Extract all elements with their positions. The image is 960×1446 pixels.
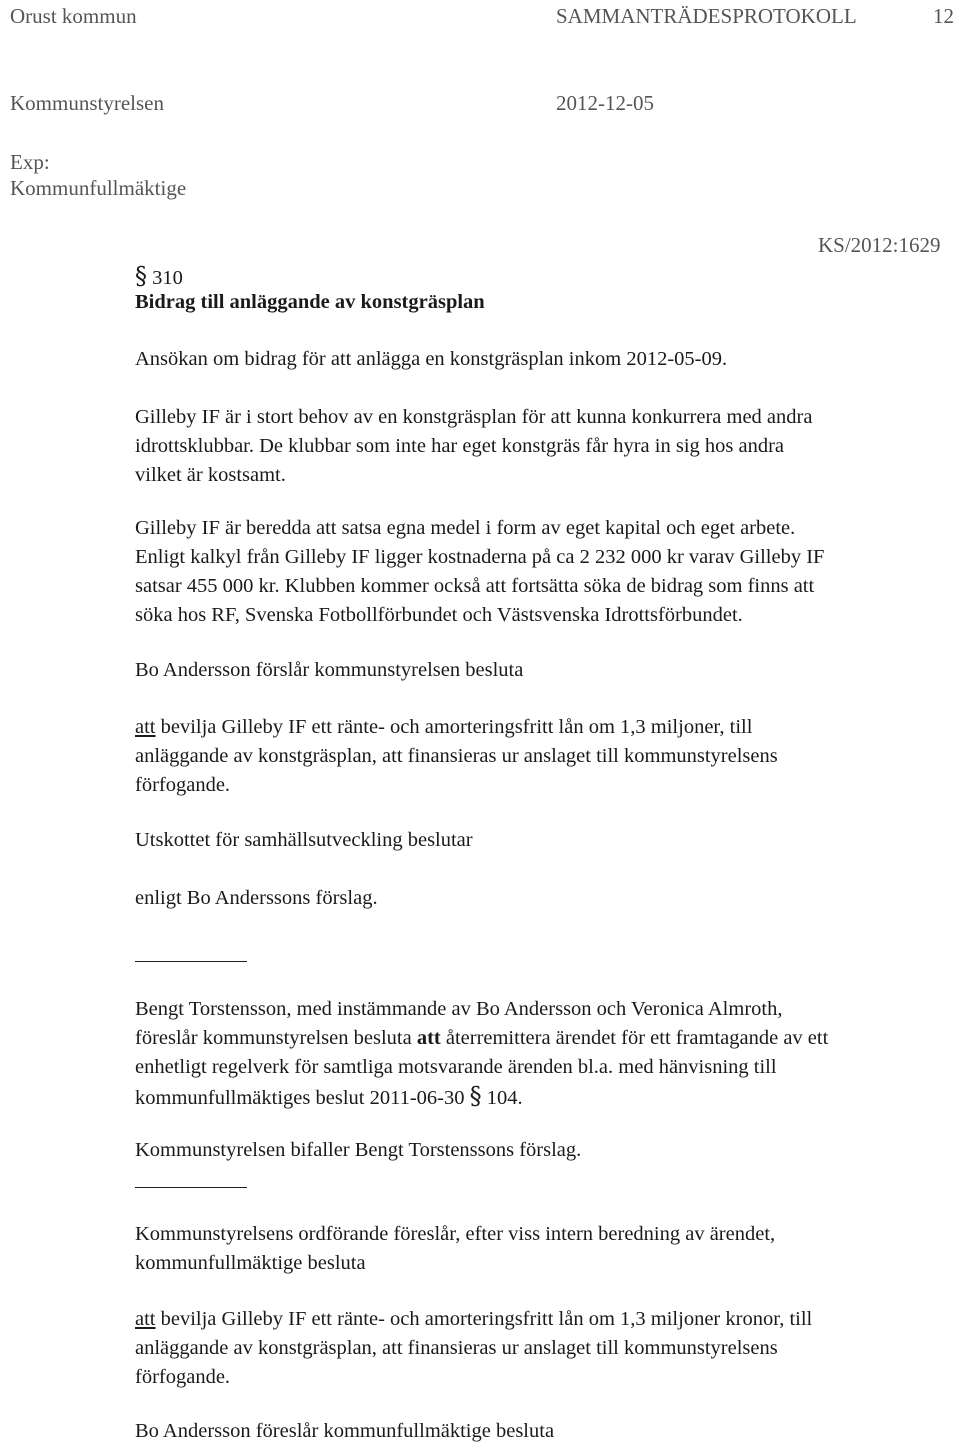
proposal-intro-bo-2: Bo Andersson föreslår kommunfullmäktige besluta: [135, 1420, 555, 1442]
text-line: idrottsklubbar. De klubbar som inte har eget konstgräs får hyra in sig hos andra: [135, 435, 785, 457]
section-symbol-icon: §: [135, 262, 147, 290]
meeting-date: 2012-12-05: [556, 91, 654, 115]
text-line: vilket är kostsamt.: [135, 464, 286, 486]
text-line: bevilja Gilleby IF ett ränte- och amorteringsfritt lån om 1,3 miljoner, till: [155, 716, 753, 738]
text-line: satsar 455 000 kr. Klubben kommer också att fortsätta söka de bidrag som finns att: [135, 575, 815, 597]
municipality-name: Orust kommun: [10, 4, 137, 28]
exp-recipient: Kommunfullmäktige: [10, 176, 187, 200]
text-line: förfogande.: [135, 774, 231, 796]
att-keyword: att: [135, 1308, 156, 1330]
board-decision: Kommunstyrelsen bifaller Bengt Torstenssons förslag.: [135, 1139, 582, 1161]
case-number: KS/2012:1629: [818, 233, 941, 257]
proposal-intro-bo: Bo Andersson förslår kommunstyrelsen besluta: [135, 659, 524, 681]
proposal-decision-1: [135, 713, 778, 800]
text-fragment: 104.: [481, 1087, 523, 1109]
text-line: Gilleby IF är i stort behov av en konstgräsplan för att kunna konkurrera med andra: [135, 406, 813, 428]
text-line: enhetligt regelverk för samtliga motsvarande ärenden bl.a. med hänvisning till: [135, 1056, 777, 1078]
paragraph-need: [135, 403, 812, 490]
divider-line: [135, 1187, 247, 1188]
section-symbol-icon: §: [469, 1082, 482, 1110]
text-fragment: föreslår kommunstyrelsen besluta: [135, 1027, 417, 1049]
page-number: 12: [933, 4, 954, 28]
text-line: anläggande av konstgräsplan, att finansieras ur anslaget till kommunstyrelsens: [135, 1337, 778, 1359]
divider-line: [135, 961, 247, 962]
chair-proposal: [135, 1220, 775, 1278]
paragraph-application: Ansökan om bidrag för att anlägga en konstgräsplan inkom 2012-05-09.: [135, 348, 728, 370]
section-title: Bidrag till anläggande av konstgräsplan: [135, 291, 485, 313]
text-line: bevilja Gilleby IF ett ränte- och amorteringsfritt lån om 1,3 miljoner kronor, till: [155, 1308, 813, 1330]
text-line: Enligt kalkyl från Gilleby IF ligger kostnaderna på ca 2 232 000 kr varav Gilleby IF: [135, 546, 825, 568]
att-keyword: att: [416, 1027, 441, 1049]
text-fragment: återremittera ärendet för ett framtagande av ett: [440, 1027, 829, 1049]
text-line: Gilleby IF är beredda att satsa egna medel i form av eget kapital och eget arbete.: [135, 517, 796, 539]
committee-name: Kommunstyrelsen: [10, 91, 164, 115]
proposal-decision-2: [135, 1305, 812, 1392]
text-line: kommunfullmäktige besluta: [135, 1252, 366, 1274]
committee-decision: Utskottet för samhällsutveckling beslutar: [135, 829, 473, 851]
decision-according: enligt Bo Anderssons förslag.: [135, 887, 378, 909]
protocol-title: SAMMANTRÄDESPROTOKOLL: [556, 4, 857, 28]
text-line: förfogande.: [135, 1366, 231, 1388]
exp-label: Exp:: [10, 150, 50, 174]
text-line: anläggande av konstgräsplan, att finansieras ur anslaget till kommunstyrelsens: [135, 745, 778, 767]
paragraph-funding: [135, 514, 824, 630]
att-keyword: att: [135, 716, 156, 738]
section-number-value: 310: [152, 267, 183, 289]
text-line: Bengt Torstensson, med instämmande av Bo Andersson och Veronica Almroth,: [135, 998, 783, 1020]
text-line: söka hos RF, Svenska Fotbollförbundet och Västsvenska Idrottsförbundet.: [135, 604, 743, 626]
paragraph-remit-proposal: [135, 995, 828, 1113]
text-line: Kommunstyrelsens ordförande föreslår, efter viss intern beredning av ärendet,: [135, 1223, 776, 1245]
text-fragment: kommunfullmäktiges beslut 2011-06-30: [135, 1087, 470, 1109]
